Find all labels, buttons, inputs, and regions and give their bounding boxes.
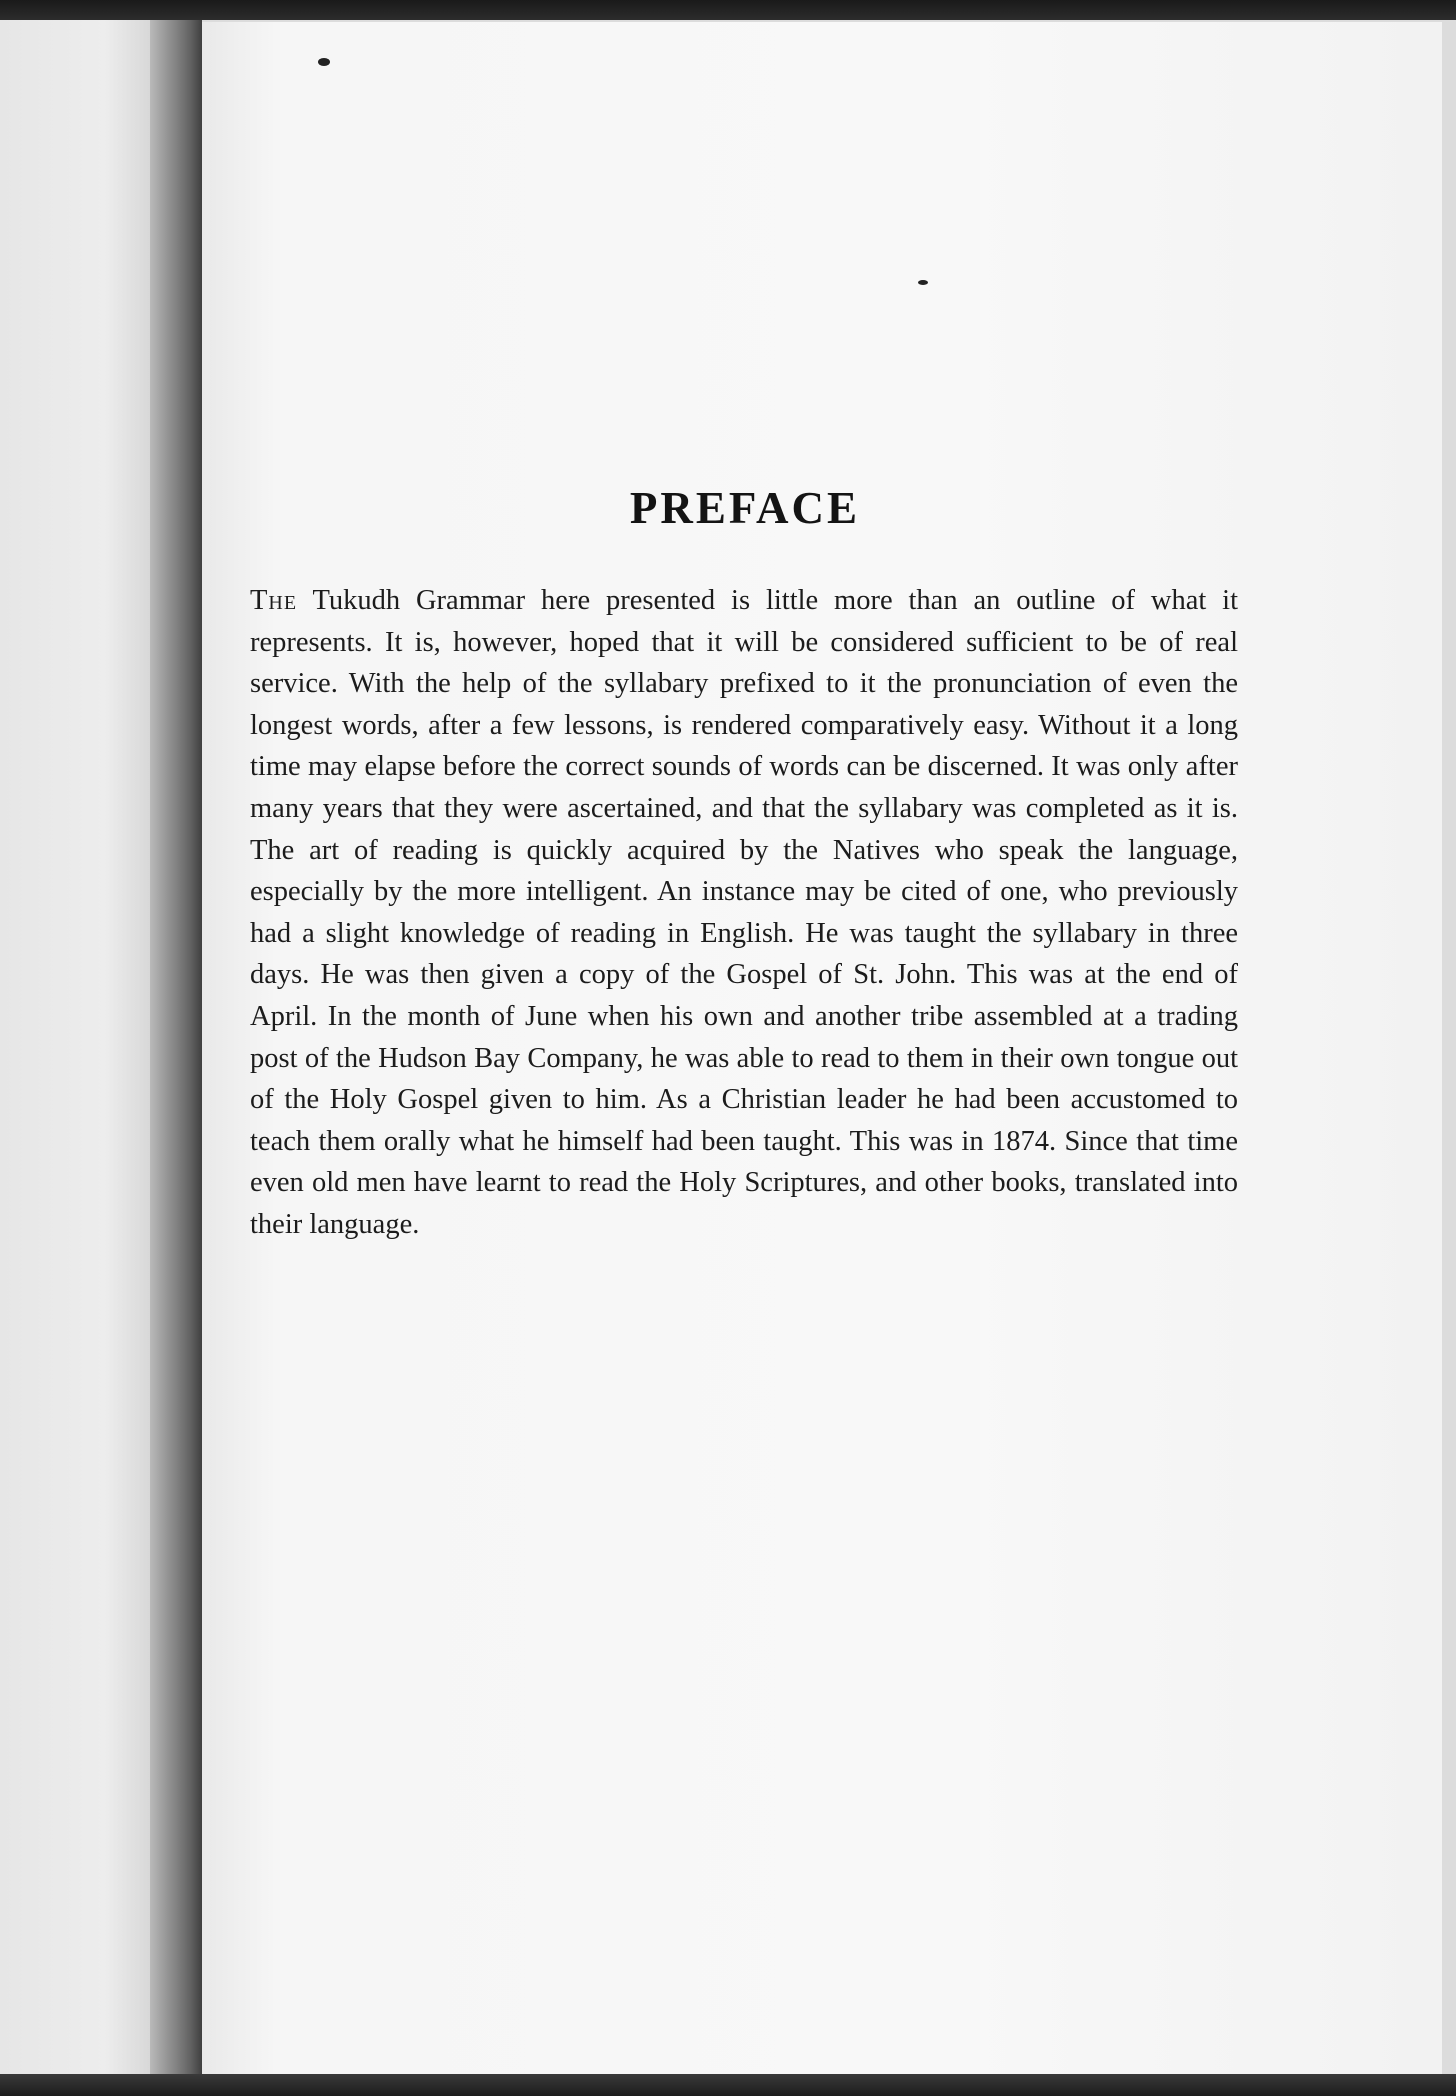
ink-speck — [318, 58, 330, 66]
scan-top-edge — [0, 0, 1456, 20]
scan-bottom-edge — [0, 2074, 1456, 2096]
page-title: PREFACE — [629, 483, 861, 533]
book-spine — [150, 20, 202, 2074]
preface-paragraph — [250, 580, 1238, 1246]
facing-page — [0, 20, 150, 2074]
lead-word: The — [250, 585, 298, 616]
ink-speck — [918, 280, 928, 285]
paragraph-text: Tukudh Grammar here presented is little more than an outline of what it represents. It is, however, hoped that it will be considered sufficient to be of real service. With the help of the syllabary prefixed to it the pronunciation of even the longest words, after a few lessons, is rendered comparatively easy. Without it a long time may elapse before the correct sounds of words can be discerned. It was only after many years that they were ascertained, and that the syllabary was completed as it is. The art of reading is quickly acquired by the Natives who speak the language, especially by the more intelligent. An instance may be cited of one, who previously had a slight knowledge of reading in English. He was taught the syllabary in three days. He was then given a copy of the Gospel of St. John. This was at the end of April. In the month of June when his own and another tribe assembled at a trading post of the Hudson Bay Company, he was able to read to them in their own tongue out of the Holy Gospel given to him. As a Christian leader he had been accustomed to teach them orally what he himself had been taught. This was in 1874. Since that time even old men have learnt to read the Holy Scriptures, and other books, translated into their language. — [250, 585, 1238, 1240]
